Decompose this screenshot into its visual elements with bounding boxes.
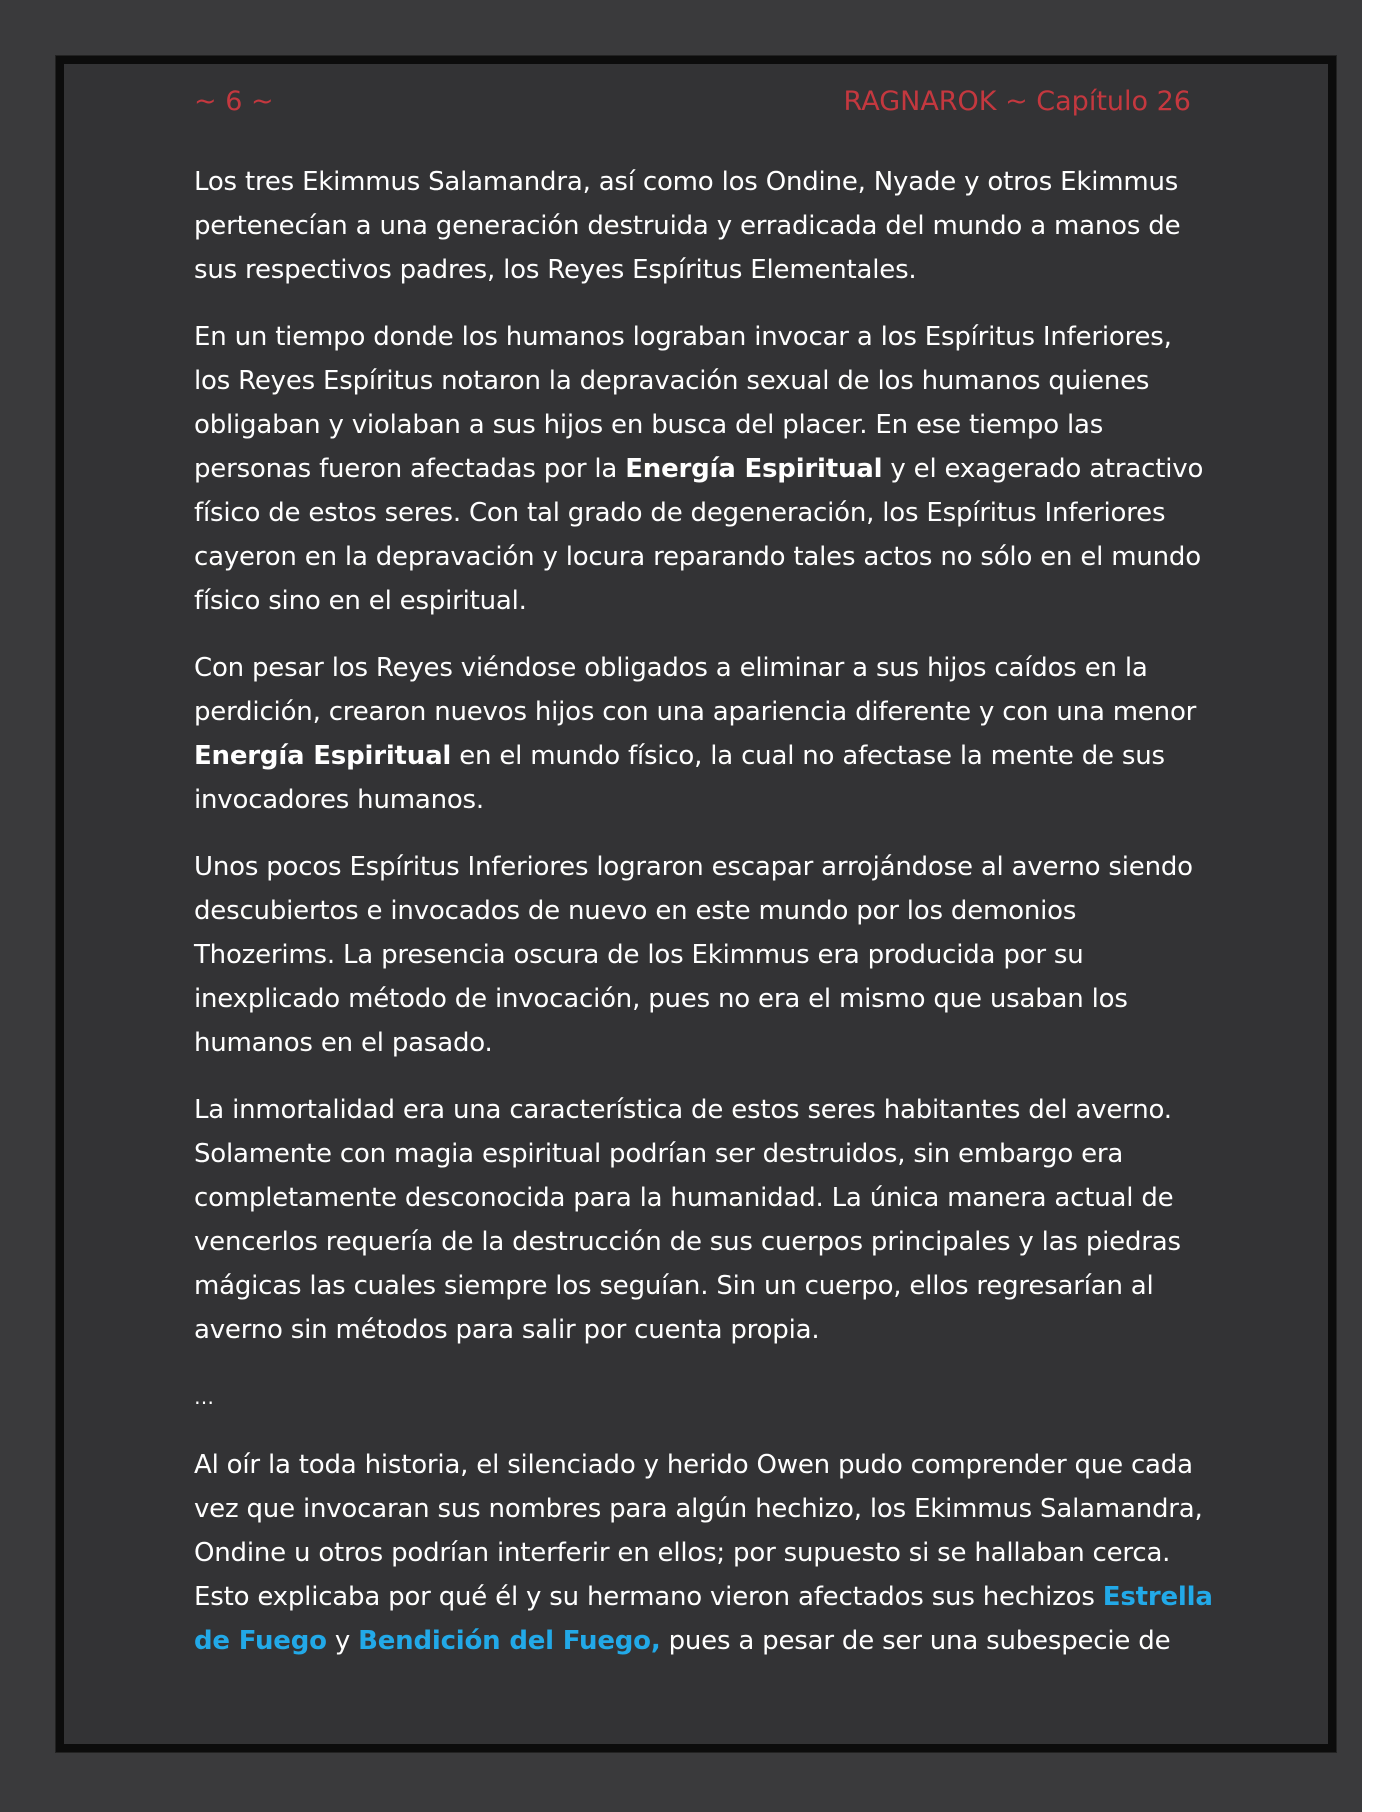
paragraph-6-text-b: pues a pesar de ser una subespecie de <box>660 1626 1171 1656</box>
paragraph-2-text-b: y el exagerado atractivo físico de estos seres. Con tal grado de degeneración, los Espíritus Inferiores cayeron en la depravación y locura reparando tales actos no sólo en el mundo físico sino en el espiritual. <box>194 454 1204 616</box>
spell-bendicion-del-fuego: Bendición del Fuego <box>358 1626 651 1656</box>
side-margin <box>1362 0 1400 1812</box>
page-body <box>194 160 1214 1686</box>
scene-break: … <box>194 1385 214 1409</box>
paragraph-6 <box>194 1443 1214 1663</box>
paragraph-4: Unos pocos Espíritus Inferiores lograron escapar arrojándose al averno siendo descubiertos e invocados de nuevo en este mundo por los demonios Thozerims. La presencia oscura de los Ekimmus era producida por su inexplicado método de invocación, pues no era el mismo que usaban los humanos en el pasado. <box>194 852 1193 1058</box>
spell-estrella-de-fuego: Estrella de Fuego <box>194 1582 1213 1656</box>
paragraph-6-conjunction: y <box>326 1626 359 1656</box>
bold-term-energia-espiritual: Energía Espiritual <box>194 741 452 771</box>
paragraph-3-text-a: Con pesar los Reyes viéndose obligados a eliminar a sus hijos caídos en la perdición, crearon nuevos hijos con una apariencia diferente y con una menor <box>194 653 1197 727</box>
spell-comma: , <box>650 1626 661 1656</box>
page-header <box>194 84 1191 118</box>
bold-term-energia-espiritual: Energía Espiritual <box>625 454 883 484</box>
paragraph-3-text-b: en el mundo físico, la cual no afectase la mente de sus invocadores humanos. <box>194 741 1165 815</box>
page-number: ~ 6 ~ <box>194 85 274 117</box>
paragraph-6-text-a: Al oír la toda historia, el silenciado y herido Owen pudo comprender que cada vez que invocaran sus nombres para algún hechizo, los Ekimmus Salamandra, Ondine u otros podrían interferir en ellos; por supuesto si se hallaban cerca. Esto explicaba por qué él y su hermano vieron afectados sus hechizos <box>194 1450 1203 1612</box>
chapter-title: RAGNAROK ~ Capítulo 26 <box>843 85 1191 117</box>
paragraph-5: La inmortalidad era una característica de estos seres habitantes del averno. Solamente con magia espiritual podrían ser destruidos, sin embargo era completamente desconocida para la humanidad. La única manera actual de vencerlos requería de la destrucción de sus cuerpos principales y las piedras mágicas las cuales siempre los seguían. Sin un cuerpo, ellos regresarían al averno sin métodos para salir por cuenta propia. <box>194 1095 1181 1345</box>
paragraph-1: Los tres Ekimmus Salamandra, así como los Ondine, Nyade y otros Ekimmus pertenecían a una generación destruida y erradicada del mundo a manos de sus respectivos padres, los Reyes Espíritus Elementales. <box>194 167 1181 285</box>
paragraph-3 <box>194 646 1214 822</box>
paragraph-2-text-a: En un tiempo donde los humanos lograban invocar a los Espíritus Inferiores, los Reyes Espíritus notaron la depravación sexual de los humanos quienes obligaban y violaban a sus hijos en busca del placer. En ese tiempo las personas fueron afectadas por la <box>194 322 1172 484</box>
paragraph-2 <box>194 315 1214 623</box>
